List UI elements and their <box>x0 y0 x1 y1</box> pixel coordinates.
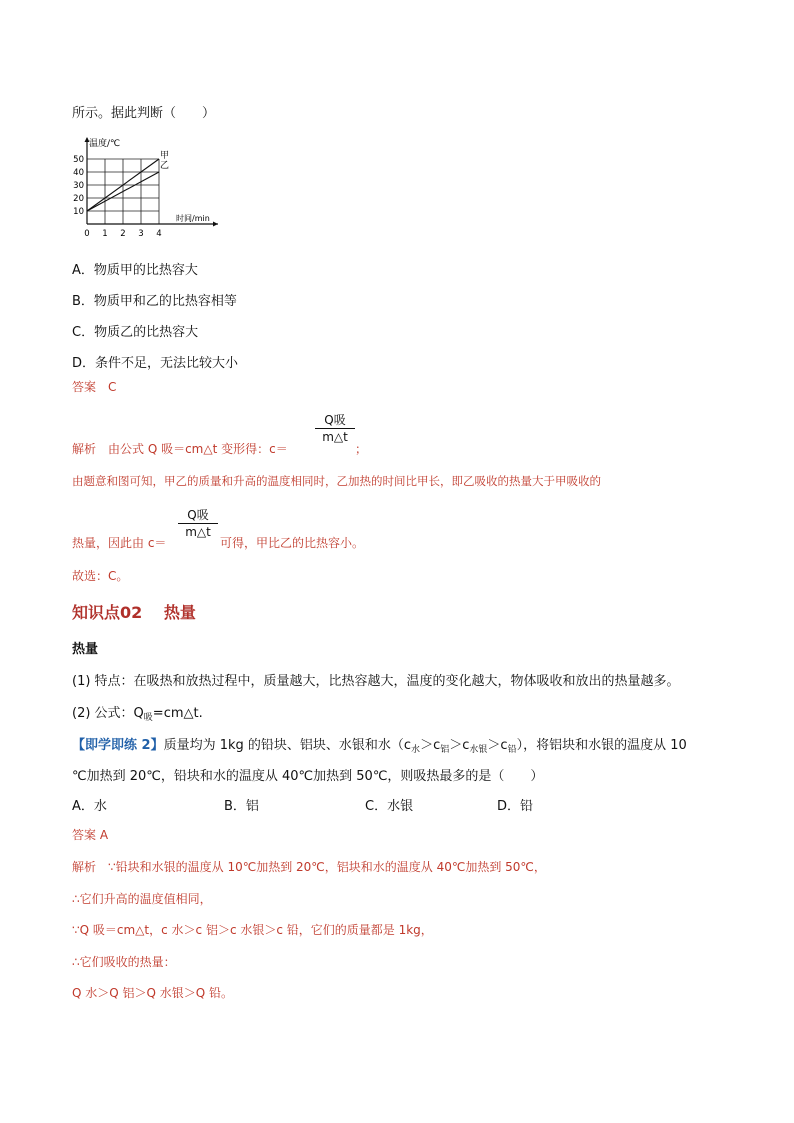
sub-water: 水 <box>411 745 421 755</box>
y-tick-label: 50 <box>73 155 84 165</box>
analysis-2-line1: 解析 ∵铅块和水银的温度从 10℃加热到 20℃，铝块和水的温度从 40℃加热到 50℃， <box>72 860 546 874</box>
analysis-1-semicolon: ； <box>355 442 368 456</box>
conclusion-1: 故选：C。 <box>72 569 129 583</box>
x-tick-label: 4 <box>156 229 162 239</box>
temperature-time-chart <box>70 132 230 244</box>
fraction-numerator: Q吸 <box>324 413 346 427</box>
series-label-1: 甲 <box>160 151 170 161</box>
q2-option-a: A．水 <box>72 799 107 814</box>
question-2-line1 <box>72 734 687 755</box>
option-d: D．条件不足，无法比较大小 <box>72 356 239 371</box>
point-2 <box>72 702 203 723</box>
sub-lead: 铅 <box>507 745 517 755</box>
analysis-1-line3-suffix: 可得，甲比乙的比热容小。 <box>220 536 365 550</box>
formula-fraction-2 <box>178 507 218 540</box>
x-tick-label: 1 <box>102 229 108 239</box>
analysis-1-line3-prefix: 热量，因此由 c＝ <box>72 536 167 550</box>
x-axis-arrow <box>213 222 218 227</box>
analysis-2-line2: ∴它们升高的温度值相同， <box>72 892 212 906</box>
gt-1: ＞c <box>420 738 441 753</box>
q2-text-a: 质量均为 1kg 的铅块、铝块、水银和水（c <box>163 738 412 753</box>
answer-1: 答案 C <box>72 380 117 394</box>
y-tick-label: 30 <box>73 181 84 191</box>
x-tick-label: 3 <box>138 229 144 239</box>
point-2-prefix: (2) 公式：Q <box>72 706 144 721</box>
x-tick-label: 0 <box>84 229 90 239</box>
sub-aluminum: 铝 <box>440 745 450 755</box>
q2-option-b: B．铝 <box>224 799 259 814</box>
option-b: B．物质甲和乙的比热容相等 <box>72 294 237 309</box>
question-2-line2: ℃加热到 20℃，铅块和水的温度从 40℃加热到 50℃，则吸热最多的是（ ） <box>72 769 544 784</box>
y-tick-label: 40 <box>73 168 84 178</box>
q2-option-c: C．水银 <box>365 799 414 814</box>
option-c: C．物质乙的比热容大 <box>72 325 199 340</box>
practice-label: 【即学即练 2】 <box>72 738 164 753</box>
y-axis-label: 温度/℃ <box>89 139 121 149</box>
analysis-1-line1: 解析 由公式 Q 吸＝cm△t 变形得：c＝ <box>72 442 288 456</box>
q2-option-d: D．铅 <box>497 799 534 814</box>
option-a: A．物质甲的比热容大 <box>72 263 198 278</box>
y-tick-label: 20 <box>73 194 84 204</box>
x-tick-label: 2 <box>120 229 126 239</box>
analysis-2-line4: ∴它们吸收的热量： <box>72 955 176 969</box>
fraction-denominator: m△t <box>185 525 211 539</box>
sub-mercury: 水银 <box>469 745 488 755</box>
fraction-numerator: Q吸 <box>187 508 209 522</box>
q2-text-b: ），将铝块和水银的温度从 10 <box>516 738 687 753</box>
answer-2: 答案 A <box>72 828 109 842</box>
gt-2: ＞c <box>449 738 470 753</box>
analysis-2-line3: ∵Q 吸＝cm△t，c 水＞c 铝＞c 水银＞c 铅，它们的质量都是 1kg， <box>72 923 433 937</box>
point-1: (1) 特点：在吸热和放热过程中，质量越大，比热容越大，温度的变化越大，物体吸收和放出的热量越多。 <box>72 674 680 689</box>
section-heading: 知识点02 热量 <box>72 603 196 622</box>
formula-fraction-1 <box>315 412 355 445</box>
gt-3: ＞c <box>487 738 508 753</box>
question-stem-tail: 所示。据此判断（ ） <box>72 106 216 121</box>
subheading: 热量 <box>72 642 99 657</box>
analysis-1-line2: 由题意和图可知，甲乙的质量和升高的温度相同时，乙加热的时间比甲长，即乙吸收的热量大于甲吸收的 <box>72 474 601 488</box>
point-2-sub: 吸 <box>143 713 153 723</box>
y-tick-label: 10 <box>73 207 84 217</box>
point-2-suffix: =cm△t. <box>152 706 203 721</box>
series-label-2: 乙 <box>160 161 170 171</box>
fraction-denominator: m△t <box>322 430 348 444</box>
analysis-2-line5: Q 水＞Q 铝＞Q 水银＞Q 铅。 <box>72 986 234 1000</box>
x-axis-label: 时间/min <box>176 214 210 223</box>
